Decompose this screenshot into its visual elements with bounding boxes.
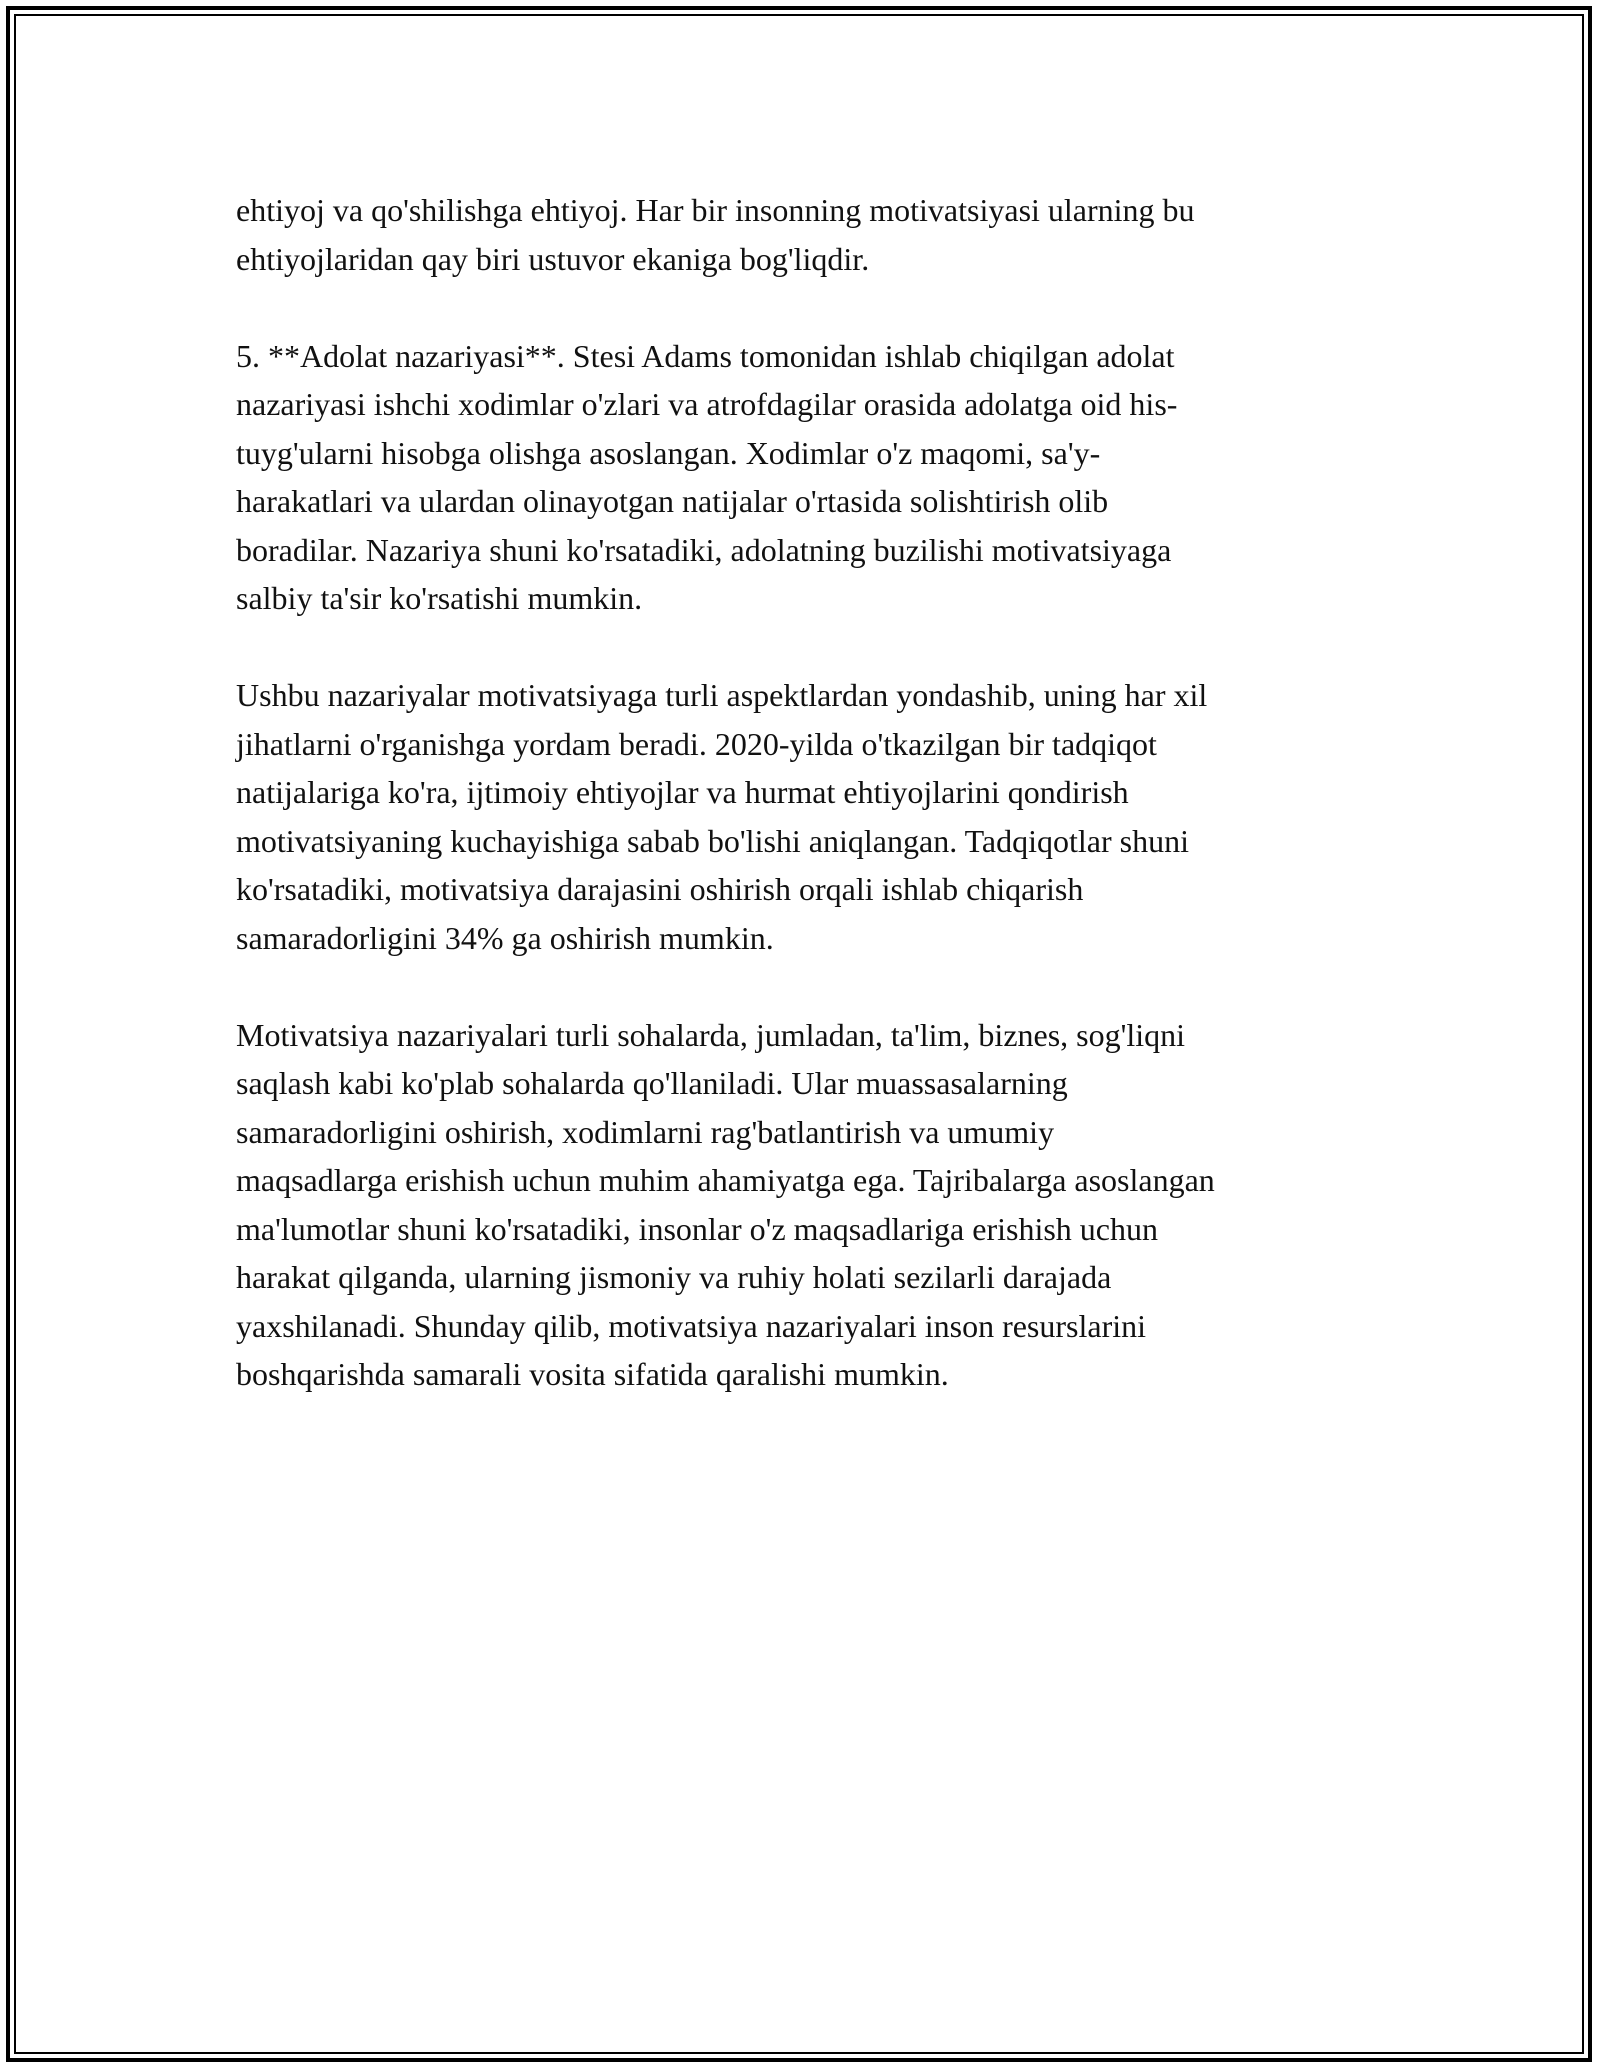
text-line: ehtiyojlaridan qay biri ustuvor ekaniga bog'liqdir.: [236, 240, 870, 277]
text-line: samaradorligini 34% ga oshirish mumkin.: [236, 919, 774, 956]
text-line: nazariyasi ishchi xodimlar o'zlari va atrofdagilar orasida adolatga oid his-: [236, 386, 1178, 422]
text-line: jihatlarni o'rganishga yordam beradi. 2020-yilda o'tkazilgan bir tadqiqot: [236, 725, 1157, 762]
text-line: harakat qilganda, ularning jismoniy va ruhiy holati sezilarli darajada: [236, 1259, 1112, 1295]
text-line: ko'rsatadiki, motivatsiya darajasini oshirish orqali ishlab chiqarish: [236, 871, 1084, 907]
text-line: samaradorligini oshirish, xodimlarni rag'batlantirish va umumiy: [236, 1113, 1055, 1150]
document-body: [236, 186, 1366, 1447]
text-line: maqsadlarga erishish uchun muhim ahamiyatga ega. Tajribalarga asoslangan: [236, 1162, 1215, 1198]
text-line: yaxshilanadi. Shunday qilib, motivatsiya nazariyalari inson resurslarini: [236, 1307, 1147, 1344]
text-line: boradilar. Nazariya shuni ko'rsatadiki, adolatning buzilishi motivatsiyaga: [236, 531, 1172, 568]
paragraph-research-findings: [236, 671, 1366, 962]
text-line: saqlash kabi ko'plab sohalarda qo'llaniladi. Ular muassasalarning: [236, 1065, 1068, 1101]
paragraph-needs-continuation: [236, 186, 1366, 283]
text-line: ma'lumotlar shuni ko'rsatadiki, insonlar o'z maqsadlariga erishish uchun: [236, 1210, 1158, 1247]
text-line: ehtiyoj va qo'shilishga ehtiyoj. Har bir insonning motivatsiyasi ularning bu: [236, 192, 1195, 228]
text-line: motivatsiyaning kuchayishiga sabab bo'lishi aniqlangan. Tadqiqotlar shuni: [236, 822, 1189, 859]
text-line: boshqarishda samarali vosita sifatida qaralishi mumkin.: [236, 1356, 949, 1392]
text-line: natijalariga ko'ra, ijtimoiy ehtiyojlar va hurmat ehtiyojlarini qondirish: [236, 774, 1129, 810]
text-line: harakatlari va ulardan olinayotgan natijalar o'rtasida solishtirish olib: [236, 483, 1109, 519]
paragraph-applications: [236, 1011, 1366, 1399]
text-line: salbiy ta'sir ko'rsatishi mumkin.: [236, 580, 643, 616]
text-line: Ushbu nazariyalar motivatsiyaga turli aspektlardan yondashib, uning har xil: [236, 677, 1208, 713]
text-line: 5. **Adolat nazariyasi**. Stesi Adams tomonidan ishlab chiqilgan adolat: [236, 337, 1175, 374]
text-line: tuyg'ularni hisobga olishga asoslangan. Xodimlar o'z maqomi, sa'y-: [236, 434, 1101, 471]
paragraph-equity-theory: [236, 332, 1366, 623]
text-line: Motivatsiya nazariyalari turli sohalarda, jumladan, ta'lim, biznes, sog'liqni: [236, 1016, 1186, 1053]
